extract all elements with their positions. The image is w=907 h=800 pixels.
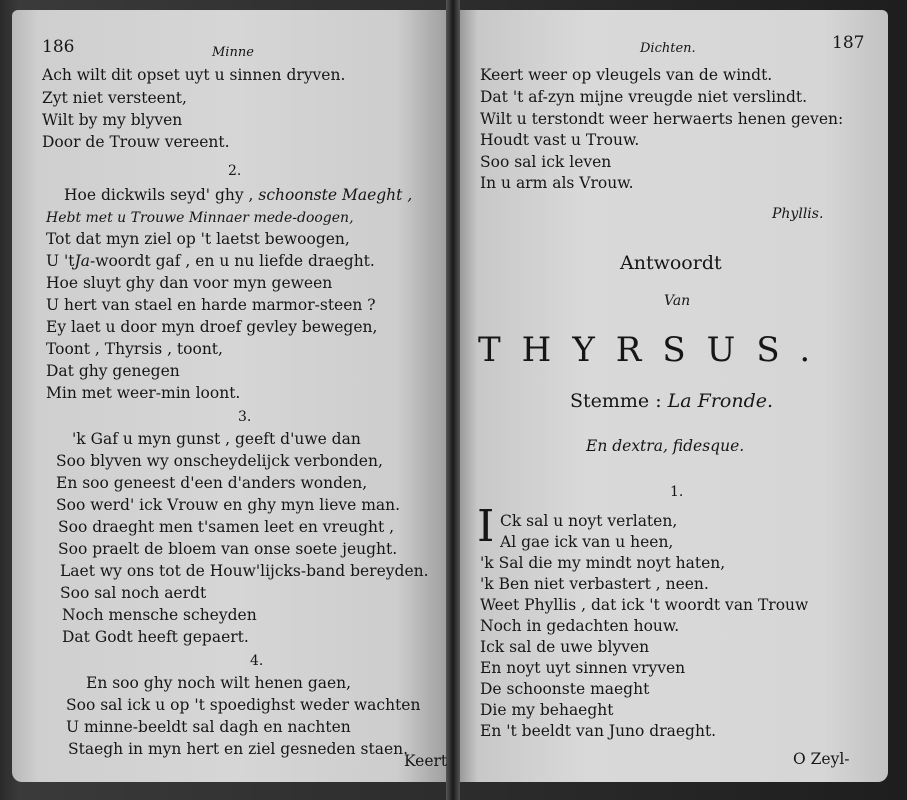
motto: En dextra, fidesque. xyxy=(586,437,745,455)
verse-line: Hoe sluyt ghy dan voor myn geween xyxy=(46,274,333,292)
stanza-number: 4. xyxy=(250,653,264,669)
stanza-number: 1. xyxy=(670,484,684,500)
verse-line: Tot dat myn ziel op 't laetst bewoogen, xyxy=(46,230,350,248)
verse-text: U 't xyxy=(46,252,75,270)
verse-line: Die my behaeght xyxy=(480,701,614,719)
drop-cap: I xyxy=(477,501,495,552)
heading-antwoordt: Antwoordt xyxy=(620,252,722,274)
verse-line: 'k Gaf u myn gunst , geeft d'uwe dan xyxy=(72,430,361,448)
verse-text: Hoe dickwils seyd' ghy , xyxy=(64,186,254,204)
signature: Phyllis. xyxy=(772,206,824,222)
verse-line: En noyt uyt sinnen vryven xyxy=(480,659,686,677)
verse-line: Houdt vast u Trouw. xyxy=(480,131,640,149)
verse-emphasis: schoonste Maeght , xyxy=(258,186,413,204)
page-number-left: 186 xyxy=(42,37,75,57)
verse-line: Door de Trouw vereent. xyxy=(42,133,230,151)
verse-line: Dat Godt heeft gepaert. xyxy=(62,628,249,646)
verse-line: U hert van stael en harde marmor-steen ? xyxy=(46,296,376,314)
verse-emphasis: Ja xyxy=(74,252,90,270)
verse-line: 'k Sal die my mindt noyt haten, xyxy=(480,554,726,572)
verse-line xyxy=(64,186,412,204)
verse-line: Soo blyven wy onscheydelijck verbonden, xyxy=(56,452,383,470)
verse-line: Dat 't af-zyn mijne vreugde niet verslindt. xyxy=(480,88,808,106)
stanza-number: 2. xyxy=(228,163,242,179)
verse-line: Keert weer op vleugels van de windt. xyxy=(480,66,773,84)
verse-line: De schoonste maeght xyxy=(480,680,650,698)
verse-line: Dat ghy genegen xyxy=(46,362,180,380)
verse-line: Toont , Thyrsis , toont, xyxy=(46,340,223,358)
verse-line: 'k Ben niet verbastert , neen. xyxy=(480,575,709,593)
verse-line: Soo praelt de bloem van onse soete jeught. xyxy=(58,540,398,558)
verse-line: Hebt met u Trouwe Minnaer mede-doogen, xyxy=(46,210,354,226)
verse-line: Soo sal ick u op 't spoedighst weder wachten xyxy=(66,696,421,714)
verse-line: Soo sal ick leven xyxy=(480,153,612,171)
heading-thyrsus: THYRSUS. xyxy=(478,330,832,370)
verse-line: Soo werd' ick Vrouw en ghy myn lieve man. xyxy=(56,496,401,514)
verse-line: En 't beeldt van Juno draeght. xyxy=(480,722,717,740)
verse-line: Noch in gedachten houw. xyxy=(480,617,680,635)
stemme-label: Stemme : xyxy=(570,390,662,412)
verse-line: Weet Phyllis , dat ick 't woordt van Trouw xyxy=(480,596,809,614)
running-head-right: Dichten. xyxy=(640,41,696,56)
catchword-left: Keert xyxy=(404,752,448,770)
verse-line: Ick sal de uwe blyven xyxy=(480,638,650,656)
stanza-number: 3. xyxy=(238,409,252,425)
verse-line: En soo ghy noch wilt henen gaen, xyxy=(86,674,352,692)
stemme-line xyxy=(570,392,773,410)
verse-line: Ey laet u door myn droef gevley bewegen, xyxy=(46,318,378,336)
verse-line: En soo geneest d'een d'anders wonden, xyxy=(56,474,368,492)
verse-line: Ach wilt dit opset uyt u sinnen dryven. xyxy=(42,66,346,84)
verse-line: Ck sal u noyt verlaten, xyxy=(500,512,678,530)
verse-line: Laet wy ons tot de Houw'lijcks-band bereyden. xyxy=(60,562,429,580)
verse-line: Zyt niet versteent, xyxy=(42,89,187,107)
stemme-tune: La Fronde. xyxy=(667,390,774,412)
catchword-right: O Zeyl- xyxy=(793,750,850,768)
verse-line: Noch mensche scheyden xyxy=(62,606,257,624)
heading-van: Van xyxy=(664,293,691,309)
verse-line: Staegh in myn hert en ziel gesneden staen. xyxy=(68,740,409,758)
verse-line: Wilt u terstondt weer herwaerts henen geven: xyxy=(480,110,844,128)
verse-line: Soo sal noch aerdt xyxy=(60,584,207,602)
verse-line: Min met weer-min loont. xyxy=(46,384,241,402)
verse-line: U minne-beeldt sal dagh en nachten xyxy=(66,718,351,736)
running-head-left: Minne xyxy=(212,45,254,60)
verse-line: Al gae ick van u heen, xyxy=(500,533,674,551)
verse-line: Wilt by my blyven xyxy=(42,111,183,129)
verse-line: In u arm als Vrouw. xyxy=(480,174,634,192)
verse-text: -woordt gaf , en u nu liefde draeght. xyxy=(89,252,375,270)
verse-line: Soo draeght men t'samen leet en vreught , xyxy=(58,518,395,536)
verse-line xyxy=(46,252,375,270)
page-number-right: 187 xyxy=(832,33,865,53)
book-gutter xyxy=(446,0,460,800)
